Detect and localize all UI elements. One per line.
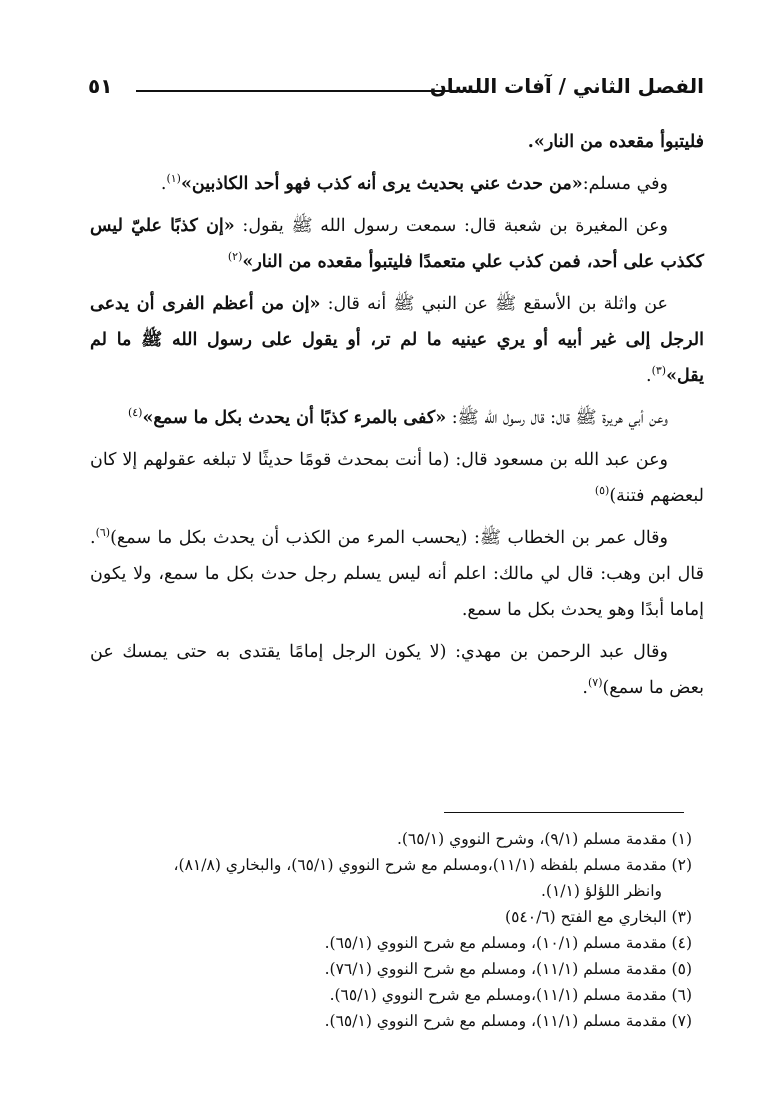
hadith-quote: «كفى بالمرء كذبًا أن يحدث بكل ما سمع» bbox=[142, 408, 447, 428]
narration-intro: وعن أبي هريرة ﷺ قال: قال رسول الله ﷺ: bbox=[451, 408, 668, 428]
paragraph-8 bbox=[90, 634, 704, 706]
narration-intro: وفي مسلم: bbox=[582, 174, 668, 194]
footnote-7: (٧) مقدمة مسلم (١١/١)، ومسلم مع شرح النووي (٦٥/١). bbox=[324, 1012, 692, 1030]
footnote-ref: (٥) bbox=[594, 484, 610, 498]
footnote-2: (٢) مقدمة مسلم بلفظه (١١/١)،ومسلم مع شرح النووي (٦٥/١)، والبخاري (٨١/٨)، bbox=[173, 856, 692, 874]
hadith-quote: «إن من أعظم الفرى أن يدعى الرجل إلى غير أبيه أو يري عينيه ما لم تر، أو يقول على رسول الله ﷺ ما لم يقل» bbox=[90, 294, 704, 386]
footnote-1: (١) مقدمة مسلم (٩/١)، وشرح النووي (٦٥/١). bbox=[396, 830, 692, 848]
chapter-title: الفصل الثاني / آفات اللسان bbox=[429, 74, 704, 98]
header-rule bbox=[136, 90, 482, 92]
footnote-6: (٦) مقدمة مسلم (١١/١)،ومسلم مع شرح النووي (٦٥/١). bbox=[329, 986, 692, 1004]
page-number: ٥١ bbox=[88, 74, 113, 98]
paragraph-1 bbox=[90, 124, 704, 160]
footnote-ref: (٢) bbox=[227, 250, 243, 264]
footnote-2-continuation: وانظر اللؤلؤ (١/١). bbox=[540, 882, 662, 900]
quote: (ما أنت بمحدث قومًا حديثًا لا تبلغه عقولهم إلا كان لبعضهم فتنة) bbox=[90, 450, 704, 506]
narration-intro: وعن المغيرة بن شعبة قال: سمعت رسول الله ﷺ يقول: bbox=[242, 216, 668, 236]
hadith-quote: «من حدث عني بحديث يرى أنه كذب فهو أحد الكاذبين» bbox=[180, 174, 583, 194]
paragraph-7 bbox=[90, 520, 704, 628]
footnote-ref: (١) bbox=[166, 172, 181, 186]
footnote-ref: (٣) bbox=[651, 364, 667, 378]
paragraph-6 bbox=[90, 442, 704, 514]
footnote-5: (٥) مقدمة مسلم (١١/١)، ومسلم مع شرح النووي (٧٦/١). bbox=[324, 960, 692, 978]
quote: (يحسب المرء من الكذب أن يحدث بكل ما سمع) bbox=[110, 528, 468, 548]
narration-intro: وعن عبد الله بن مسعود قال: bbox=[455, 450, 668, 470]
narration-intro: وقال عمر بن الخطاب ﷺ: bbox=[473, 528, 668, 548]
footnote-ref: (٧) bbox=[587, 676, 603, 690]
footnote-3: (٣) البخاري مع الفتح (٥٤٠/٦) bbox=[505, 908, 692, 926]
narration-intro: وقال عبد الرحمن بن مهدي: bbox=[455, 642, 668, 662]
footnote-separator bbox=[444, 812, 684, 813]
paragraph-5 bbox=[90, 400, 704, 436]
narration-intro: عن واثلة بن الأسقع ﷺ عن النبي ﷺ أنه قال: bbox=[327, 294, 668, 314]
main-text bbox=[90, 124, 704, 712]
footnote-4: (٤) مقدمة مسلم (١٠/١)، ومسلم مع شرح النووي (٦٥/١). bbox=[324, 934, 692, 952]
paragraph-2 bbox=[90, 166, 704, 202]
paragraph-3 bbox=[90, 208, 704, 280]
running-header bbox=[88, 72, 704, 108]
punctuation: . bbox=[582, 678, 588, 698]
hadith-quote: «إن كذبًا عليّ ليس ككذب على أحد، فمن كذب علي متعمدًا فليتبوأ مقعده من النار» bbox=[90, 216, 704, 272]
punctuation: . bbox=[160, 174, 167, 194]
narration-text: . قال ابن وهب: قال لي مالك: اعلم أنه ليس يسلم رجل حدث بكل ما سمع، ولا يكون إماما أبدًا وهو يحدث بكل ما سمع. bbox=[90, 528, 704, 620]
paragraph-4 bbox=[90, 286, 704, 394]
footnotes bbox=[80, 826, 696, 1034]
punctuation: . bbox=[645, 366, 652, 386]
footnote-ref: (٦) bbox=[95, 526, 111, 540]
footnote-ref: (٤) bbox=[127, 406, 143, 420]
hadith-quote: فليتبوأ مقعده من النار». bbox=[527, 132, 704, 152]
quote: (لا يكون الرجل إمامًا يقتدى به حتى يمسك عن بعض ما سمع) bbox=[90, 642, 704, 698]
